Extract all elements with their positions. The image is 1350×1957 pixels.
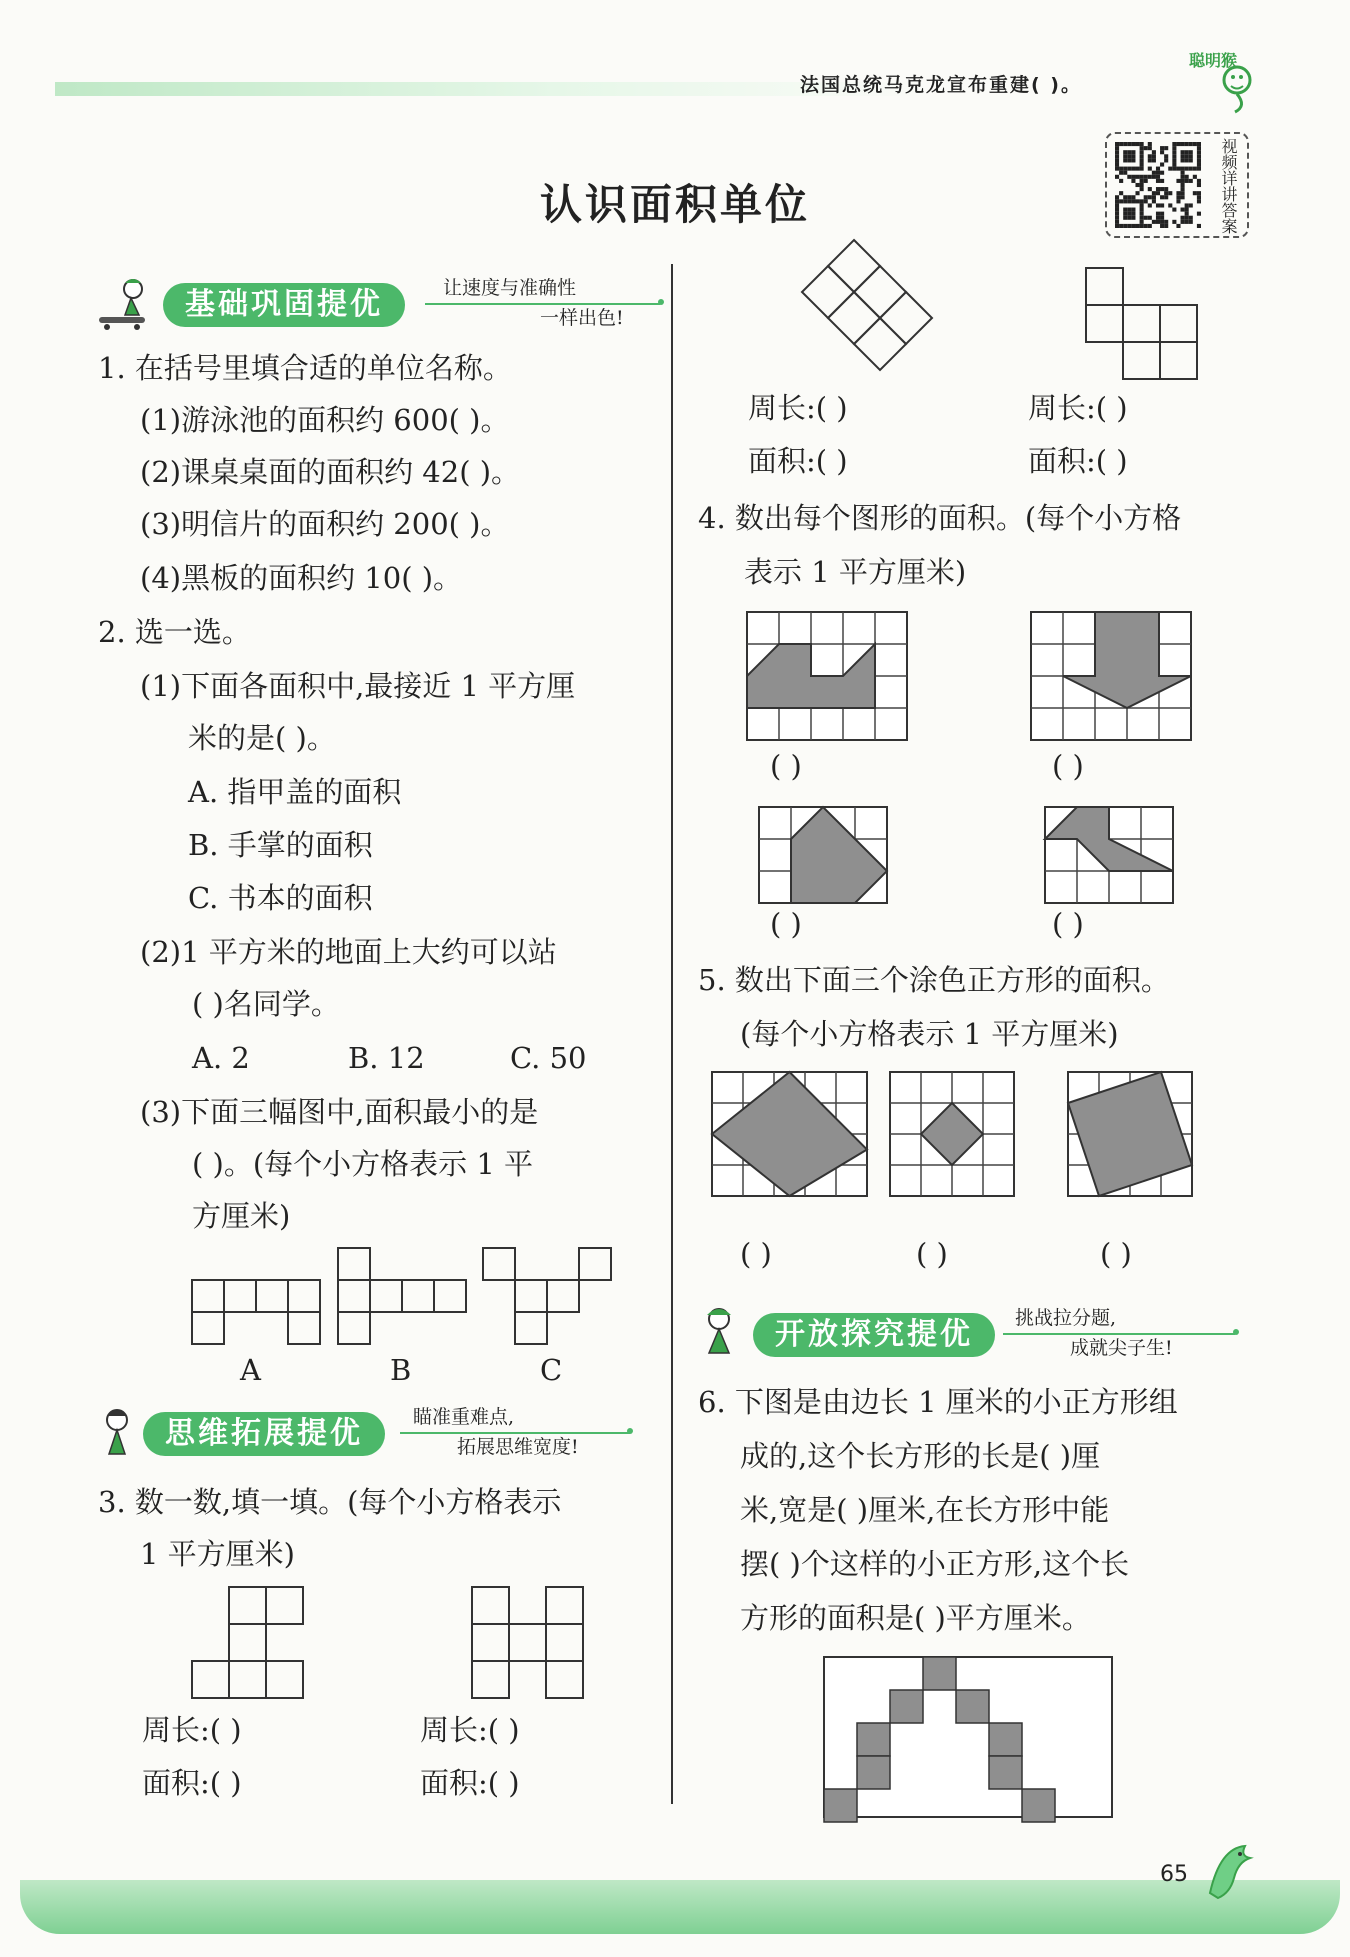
grid-cell	[546, 1624, 583, 1661]
q6-line4: 摆( )个这样的小正方形,这个长	[740, 1547, 1130, 1581]
grid-cell	[547, 1280, 579, 1312]
q4-stem-line2: 表示 1 平方厘米)	[744, 555, 967, 589]
grid-cell	[472, 1661, 509, 1698]
shaded-square	[890, 1690, 923, 1723]
diamond-cell	[854, 318, 906, 370]
section-basic-tag1: 让速度与准确性	[443, 277, 577, 299]
diamond-cell	[880, 292, 932, 344]
grid-cell	[224, 1280, 256, 1312]
q6-line1: 6. 下图是由边长 1 厘米的小正方形组	[698, 1385, 1178, 1419]
shaded-square	[857, 1723, 890, 1756]
q2-p3-line1: (3)下面三幅图中,面积最小的是	[140, 1095, 539, 1129]
diamond-cell	[828, 292, 880, 344]
section-thinking-dot	[627, 1428, 633, 1434]
q1-item-1: (1)游泳池的面积约 600( )。	[140, 403, 510, 437]
section-open-underline	[1003, 1333, 1235, 1335]
section-basic-underline	[425, 303, 660, 305]
q3-shape4-area: 面积:( )	[1028, 444, 1128, 478]
grid-cell	[338, 1280, 370, 1312]
q5-grid-2	[890, 1072, 1014, 1196]
q3-shape-3	[802, 240, 932, 370]
section-thinking-underline	[400, 1432, 630, 1434]
column-divider	[671, 264, 673, 1804]
q2-shapes	[190, 1245, 640, 1345]
qr-label: 视频详讲答案	[1219, 138, 1238, 234]
grid-cell	[483, 1248, 515, 1280]
section-basic-tag2: 一样出色!	[540, 307, 624, 329]
grid-cell	[1086, 305, 1123, 342]
grid-cell	[229, 1587, 266, 1624]
grid-cell	[192, 1280, 224, 1312]
q2-p1-line1: (1)下面各面积中,最接近 1 平方厘	[140, 669, 576, 703]
section-thinking-tag1: 瞄准重难点,	[413, 1406, 515, 1428]
q2-p3-line2: ( )。(每个小方格表示 1 平	[192, 1147, 534, 1181]
q2-stem: 2. 选一选。	[98, 615, 251, 649]
q1-item-2: (2)课桌桌面的面积约 42( )。	[140, 455, 521, 489]
grid-cell	[546, 1661, 583, 1698]
skateboard-kid-icon	[95, 275, 155, 331]
grid-cell	[192, 1661, 229, 1698]
q1-item-3: (3)明信片的面积约 200( )。	[140, 507, 510, 541]
q3-shape3-perimeter: 周长:( )	[748, 391, 848, 425]
q3-shape-4	[1086, 268, 1197, 379]
diamond-cell	[854, 266, 906, 318]
grid-cell	[1086, 268, 1123, 305]
q6-rectangle	[822, 1655, 1122, 1825]
section-thinking-header	[95, 1404, 675, 1458]
q2-p3-line3: 方厘米)	[192, 1199, 291, 1233]
q3-shape2-perimeter: 周长:( )	[420, 1713, 520, 1747]
q3-shapes-top	[780, 262, 1240, 382]
section-thinking-label: 思维拓展提优	[143, 1412, 385, 1456]
q5-grids	[710, 1070, 1230, 1240]
q2-label-b: B	[390, 1353, 412, 1387]
q3-shape2-area: 面积:( )	[420, 1766, 520, 1800]
diamond-cell	[828, 240, 880, 292]
q2-shape-a	[192, 1280, 320, 1344]
grid-cell	[546, 1587, 583, 1624]
grid-cell	[1160, 305, 1197, 342]
q2-p2-line2: ( )名同学。	[192, 987, 340, 1021]
section-basic-dot	[658, 299, 664, 305]
q3-shape3-area: 面积:( )	[748, 444, 848, 478]
q2-shape-b	[338, 1248, 466, 1344]
section-open-label: 开放探究提优	[753, 1313, 995, 1357]
shaded-square	[989, 1723, 1022, 1756]
q3-shape1-perimeter: 周长:( )	[142, 1713, 242, 1747]
grid-cell	[256, 1280, 288, 1312]
q3-shape4-perimeter: 周长:( )	[1028, 391, 1128, 425]
shaded-square	[824, 1789, 857, 1822]
q3-stem-line1: 3. 数一数,填一填。(每个小方格表示	[98, 1485, 562, 1519]
grid-cell	[266, 1661, 303, 1698]
section-open-tag1: 挑战拉分题,	[1015, 1307, 1117, 1329]
mascot-label: 聪明猴	[1189, 51, 1238, 70]
q1-item-4: (4)黑板的面积约 10( )。	[140, 561, 463, 595]
q4-blank-2: ( )	[1052, 749, 1084, 783]
q5-blank-3: ( )	[1100, 1237, 1132, 1271]
explorer-kid-icon	[695, 1305, 755, 1361]
q2-shape-c	[483, 1248, 611, 1344]
q1-stem: 1. 在括号里填合适的单位名称。	[98, 351, 512, 385]
grid-cell	[509, 1624, 546, 1661]
grid-cell	[472, 1587, 509, 1624]
q4-grid-4	[1045, 807, 1173, 903]
section-thinking-tag2: 拓展思维宽度!	[457, 1436, 579, 1458]
page-number: 65	[1160, 1862, 1188, 1887]
q2-p1-line2: 米的是( )。	[188, 721, 336, 755]
shaded-square	[923, 1657, 956, 1690]
shaded-square	[857, 1756, 890, 1789]
q6-line2: 成的,这个长方形的长是( )厘	[740, 1439, 1101, 1473]
page-title: 认识面积单位	[539, 180, 810, 229]
grid-cell	[434, 1280, 466, 1312]
grid-cell	[229, 1661, 266, 1698]
header-band	[55, 82, 1305, 96]
section-basic-label: 基础巩固提优	[163, 283, 405, 327]
grid-cell	[266, 1587, 303, 1624]
q2-p1-opt-b: B. 手掌的面积	[188, 828, 373, 862]
q2-p1-opt-c: C. 书本的面积	[188, 881, 373, 915]
q5-stem-line1: 5. 数出下面三个涂色正方形的面积。	[698, 963, 1170, 997]
section-open-header	[695, 1305, 1255, 1359]
diamond-cell	[802, 266, 854, 318]
grid-cell	[370, 1280, 402, 1312]
section-basic-header	[95, 275, 675, 329]
shaded-square	[1022, 1789, 1055, 1822]
grid-cell	[1123, 342, 1160, 379]
q3-stem-line2: 1 平方厘米)	[140, 1537, 295, 1571]
q4-grids	[745, 610, 1225, 910]
grid-cell	[192, 1312, 224, 1344]
grid-cell	[579, 1248, 611, 1280]
q3-shape1-area: 面积:( )	[142, 1766, 242, 1800]
q6-line5: 方形的面积是( )平方厘米。	[740, 1601, 1091, 1635]
grid-cell	[472, 1624, 509, 1661]
section-open-dot	[1233, 1329, 1239, 1335]
grid-cell	[338, 1248, 370, 1280]
q4-blank-1: ( )	[770, 749, 802, 783]
q3-shape-2	[472, 1587, 583, 1698]
grid-cell	[288, 1312, 320, 1344]
grid-cell	[229, 1624, 266, 1661]
grid-cell	[1123, 305, 1160, 342]
header-question: 法国总统马克龙宣布重建( )。	[800, 74, 1082, 96]
q4-blank-3: ( )	[770, 907, 802, 941]
shaded-square	[989, 1756, 1022, 1789]
q5-stem-line2: (每个小方格表示 1 平方厘米)	[740, 1017, 1119, 1051]
q2-label-a: A	[240, 1353, 261, 1387]
q2-p2-opt-c: C. 50	[510, 1041, 587, 1075]
q4-grid-2	[1031, 612, 1191, 740]
q2-p1-opt-a: A. 指甲盖的面积	[188, 775, 402, 809]
q2-p2-opt-a: A. 2	[192, 1041, 250, 1075]
q5-blank-2: ( )	[916, 1237, 948, 1271]
grid-cell	[1160, 342, 1197, 379]
q2-label-c: C	[540, 1353, 563, 1387]
q4-grid-3	[759, 807, 887, 903]
grid-cell	[288, 1280, 320, 1312]
q3-shape-1	[192, 1587, 303, 1698]
q6-staircase	[824, 1657, 1112, 1822]
q2-p2-line1: (2)1 平方米的地面上大约可以站	[140, 935, 557, 969]
footer-band	[20, 1880, 1340, 1934]
q5-grid-3	[1068, 1072, 1192, 1196]
q6-line3: 米,宽是( )厘米,在长方形中能	[740, 1493, 1110, 1527]
grid-cell	[515, 1312, 547, 1344]
q4-blank-4: ( )	[1052, 907, 1084, 941]
grid-cell	[338, 1312, 370, 1344]
q5-blank-1: ( )	[740, 1237, 772, 1271]
grid-cell	[515, 1280, 547, 1312]
section-open-tag2: 成就尖子生!	[1070, 1337, 1173, 1359]
q5-grid-1	[712, 1072, 867, 1196]
grid-cell	[402, 1280, 434, 1312]
q4-stem-line1: 4. 数出每个图形的面积。(每个小方格	[698, 501, 1182, 535]
q4-grid-1	[747, 612, 907, 740]
shaded-square	[956, 1690, 989, 1723]
q2-p2-opt-b: B. 12	[348, 1041, 425, 1075]
dolphin-icon	[1200, 1838, 1260, 1908]
q3-shapes-bottom	[190, 1585, 640, 1705]
monkey-mascot-icon	[1185, 46, 1255, 116]
